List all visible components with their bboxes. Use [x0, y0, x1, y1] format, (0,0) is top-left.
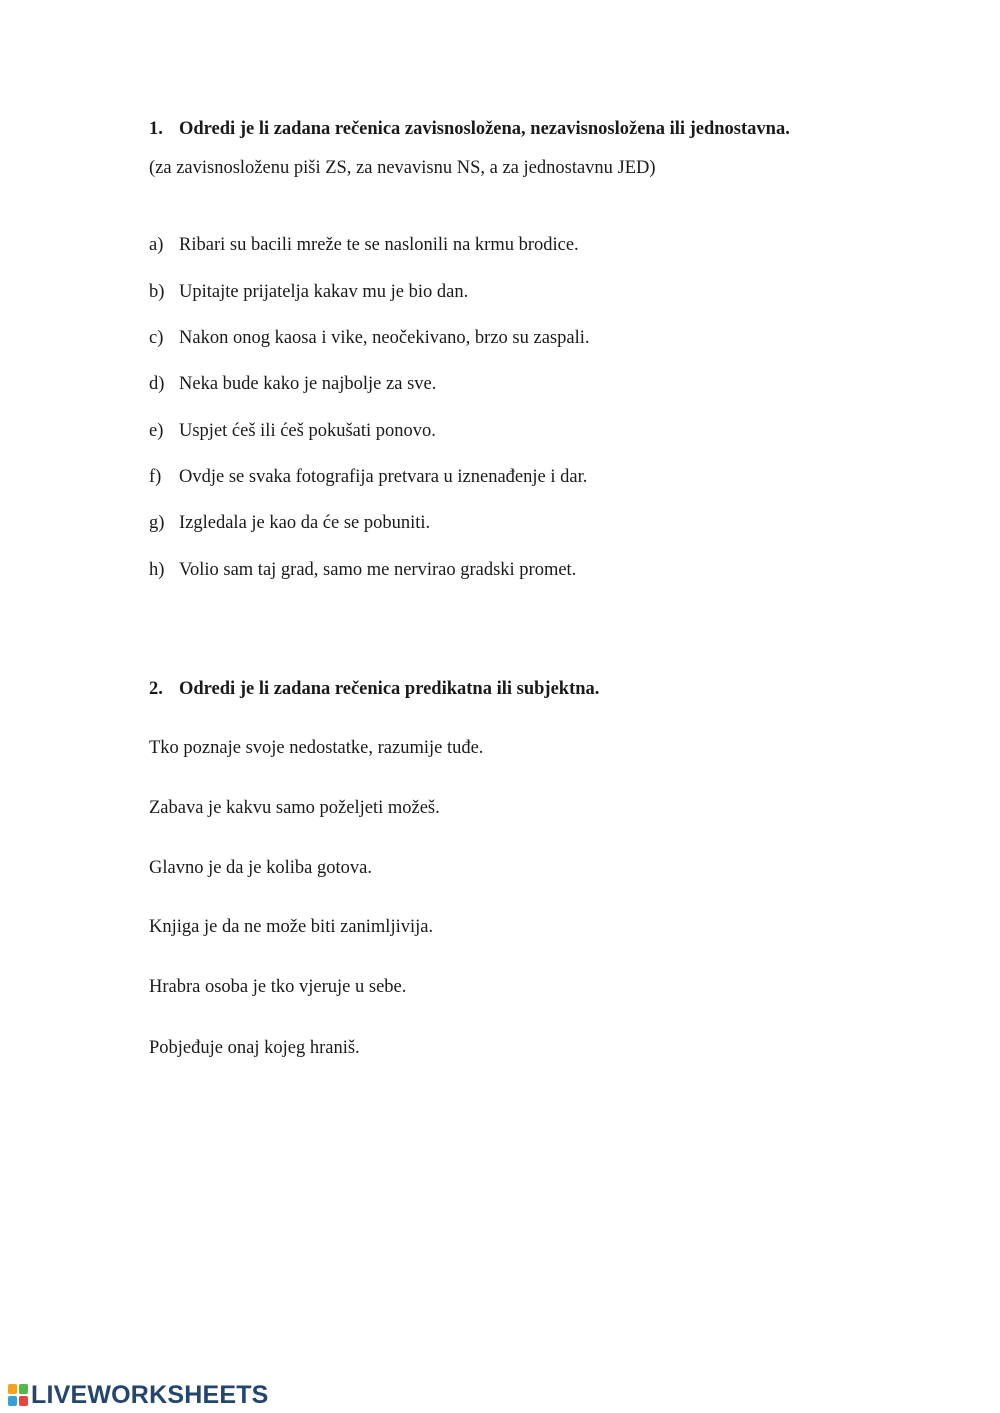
- question-2-text: Odredi je li zadana rečenica predikatna ili subjektna.: [179, 679, 600, 699]
- question-1-number: 1.: [149, 119, 163, 139]
- logo-text: LIVEWORKSHEETS: [31, 1380, 269, 1409]
- item-text: Nakon onog kaosa i vike, neočekivano, brzo su zaspali.: [179, 328, 590, 348]
- item-text: Ribari su bacili mreže te se naslonili na krmu brodice.: [179, 235, 579, 255]
- question-2-sentence: Pobjeđuje onaj kojeg hraniš.: [149, 1038, 360, 1058]
- logo-square: [8, 1396, 17, 1406]
- question-1-item-g: [149, 513, 430, 534]
- logo-square: [8, 1384, 17, 1394]
- question-2-sentence: Knjiga je da ne može biti zanimljivija.: [149, 917, 434, 937]
- question-2-sentence: Zabava je kakvu samo poželjeti možeš.: [149, 798, 440, 818]
- question-2-sentence: Glavno je da je koliba gotova.: [149, 858, 372, 878]
- question-1-item-a: [149, 235, 579, 256]
- item-letter: g): [149, 513, 165, 533]
- item-letter: a): [149, 235, 164, 255]
- item-text: Volio sam taj grad, samo me nervirao gradski promet.: [179, 560, 577, 580]
- question-1-item-b: [149, 282, 468, 303]
- item-letter: h): [149, 560, 165, 580]
- item-text: Ovdje se svaka fotografija pretvara u iznenađenje i dar.: [179, 467, 588, 487]
- item-text: Upitajte prijatelja kakav mu je bio dan.: [179, 282, 469, 302]
- question-1-item-c: [149, 328, 589, 349]
- item-letter: e): [149, 421, 164, 441]
- item-letter: b): [149, 282, 165, 302]
- item-text: Neka bude kako je najbolje za sve.: [179, 374, 437, 394]
- logo-square: [19, 1384, 28, 1394]
- question-1-item-d: [149, 374, 436, 395]
- item-text: Izgledala je kao da će se pobuniti.: [179, 513, 431, 533]
- item-letter: c): [149, 328, 164, 348]
- question-1-title: [149, 119, 790, 140]
- question-1-text: Odredi je li zadana rečenica zavisnosložena, nezavisnosložena ili jednostavna.: [179, 119, 790, 139]
- logo-square: [19, 1396, 28, 1406]
- question-2-sentence: Tko poznaje svoje nedostatke, razumije tuđe.: [149, 738, 484, 758]
- liveworksheets-logo[interactable]: [8, 1381, 269, 1409]
- question-1-item-f: [149, 467, 587, 488]
- question-2-number: 2.: [149, 679, 163, 699]
- liveworksheets-logo-icon: [8, 1384, 28, 1406]
- item-text: Uspjet ćeš ili ćeš pokušati ponovo.: [179, 421, 436, 441]
- question-2-title: [149, 679, 599, 700]
- question-1-item-e: [149, 421, 436, 442]
- question-1-note: (za zavisnosloženu piši ZS, za nevavisnu NS, a za jednostavnu JED): [149, 158, 656, 178]
- question-2-sentence: Hrabra osoba je tko vjeruje u sebe.: [149, 977, 407, 997]
- item-letter: f): [149, 467, 162, 487]
- item-letter: d): [149, 374, 165, 394]
- question-1-item-h: [149, 560, 576, 581]
